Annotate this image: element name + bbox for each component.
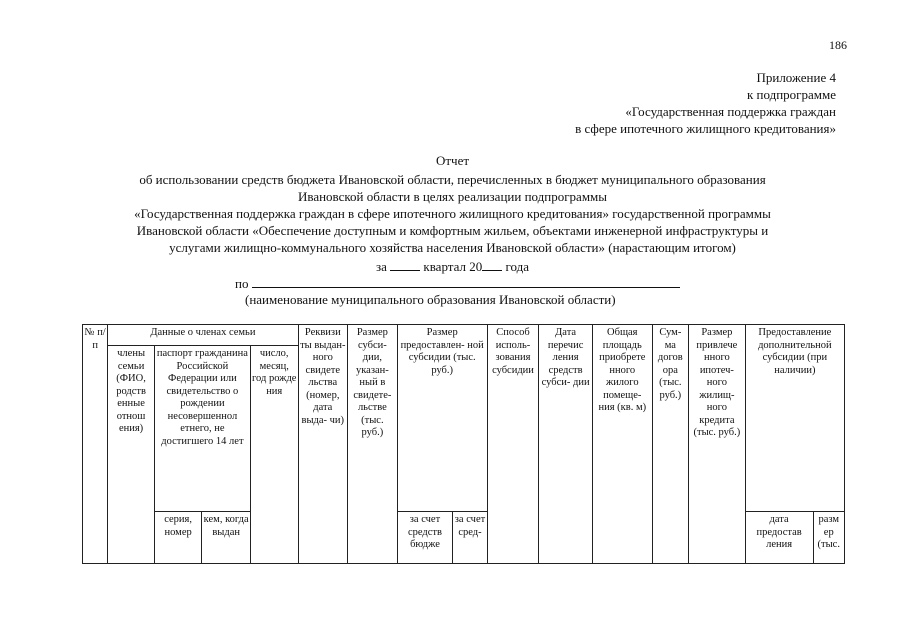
col-subsidy-provided: Размер предоставлен- ной субсидии (тыс. руб.) xyxy=(397,325,487,512)
quarter-mid: квартал 20 xyxy=(423,259,483,274)
col-family-data: Данные о членах семьи xyxy=(108,325,298,346)
appendix-line-1: Приложение 4 xyxy=(756,70,836,85)
quarter-prefix: за xyxy=(375,259,387,274)
col-extra-date: дата предостав ления xyxy=(745,512,813,564)
appendix-line-3: «Государственная поддержка граждан xyxy=(625,104,836,119)
municipality-caption: (наименование муниципального образования Ивановской области) xyxy=(245,292,616,307)
report-line-3: «Государственная поддержка граждан в сфере ипотечного жилищного кредитования» государственной программы xyxy=(134,206,771,221)
col-extra-size: разм ер (тыс. xyxy=(813,512,845,564)
col-loan-size: Размер привлече нного ипотеч- ного жилищ- ного кредита (тыс. руб.) xyxy=(689,325,746,564)
quarter-suffix: года xyxy=(505,259,530,274)
col-subsidy-size: Размер субси- дии, указан- ный в свидете- льстве (тыс. руб.) xyxy=(348,325,398,564)
report-line-2: Ивановской области в целях реализации подпрограммы xyxy=(297,189,608,204)
report-line-4: Ивановской области «Обеспечение доступным и комфортным жильем, объектами инженерной инфраструктуры и xyxy=(136,223,769,238)
col-area: Общая площадь приобрете нного жилого помеще- ния (кв. м) xyxy=(592,325,652,564)
col-num: № п/п xyxy=(83,325,108,564)
col-members: члены семьи (ФИО, родств енные отнош ения) xyxy=(108,346,155,564)
col-passport: паспорт гражданина Российской Федерации или свидетельство о рождении несовершеннол етнего, не достигшего 14 лет xyxy=(154,346,250,512)
quarter-line xyxy=(0,259,905,275)
col-contract-sum: Сум- ма догов ора (тыс. руб.) xyxy=(652,325,688,564)
col-usage-method: Способ исполь- зования субсидии xyxy=(487,325,539,564)
report-line-5: услугами жилищно-коммунального хозяйства населения Ивановской области» (нарастающим итогом) xyxy=(169,240,736,255)
col-birthdate: число, месяц, год рожде ния xyxy=(250,346,298,564)
appendix-line-4: в сфере ипотечного жилищного кредитования» xyxy=(575,121,836,136)
col-cert-details: Реквизи ты выдан- ного свидете льства (номер, дата выда- чи) xyxy=(298,325,348,564)
appendix-line-2: к подпрограмме xyxy=(746,87,836,102)
page-number: 186 xyxy=(829,38,847,52)
col-series: серия, номер xyxy=(154,512,202,564)
po-line xyxy=(235,276,680,292)
col-transfer-date: Дата перечис ления средств субси- дии xyxy=(539,325,593,564)
year-blank xyxy=(482,259,502,271)
report-line-1: об использовании средств бюджета Ивановской области, перечисленных в бюджет муниципального образования xyxy=(139,172,766,187)
col-extra-subsidy: Предоставление дополнительной субсидии (при наличии) xyxy=(745,325,844,512)
municipality-blank xyxy=(252,276,680,288)
po-label: по xyxy=(235,276,249,291)
report-table xyxy=(82,324,845,564)
col-other-funds: за счет сред- xyxy=(453,512,487,564)
report-title: Отчет xyxy=(435,153,470,168)
quarter-blank xyxy=(390,259,420,271)
col-issued: кем, когда выдан xyxy=(202,512,251,564)
col-own-budget: за счет средств бюдже xyxy=(397,512,453,564)
